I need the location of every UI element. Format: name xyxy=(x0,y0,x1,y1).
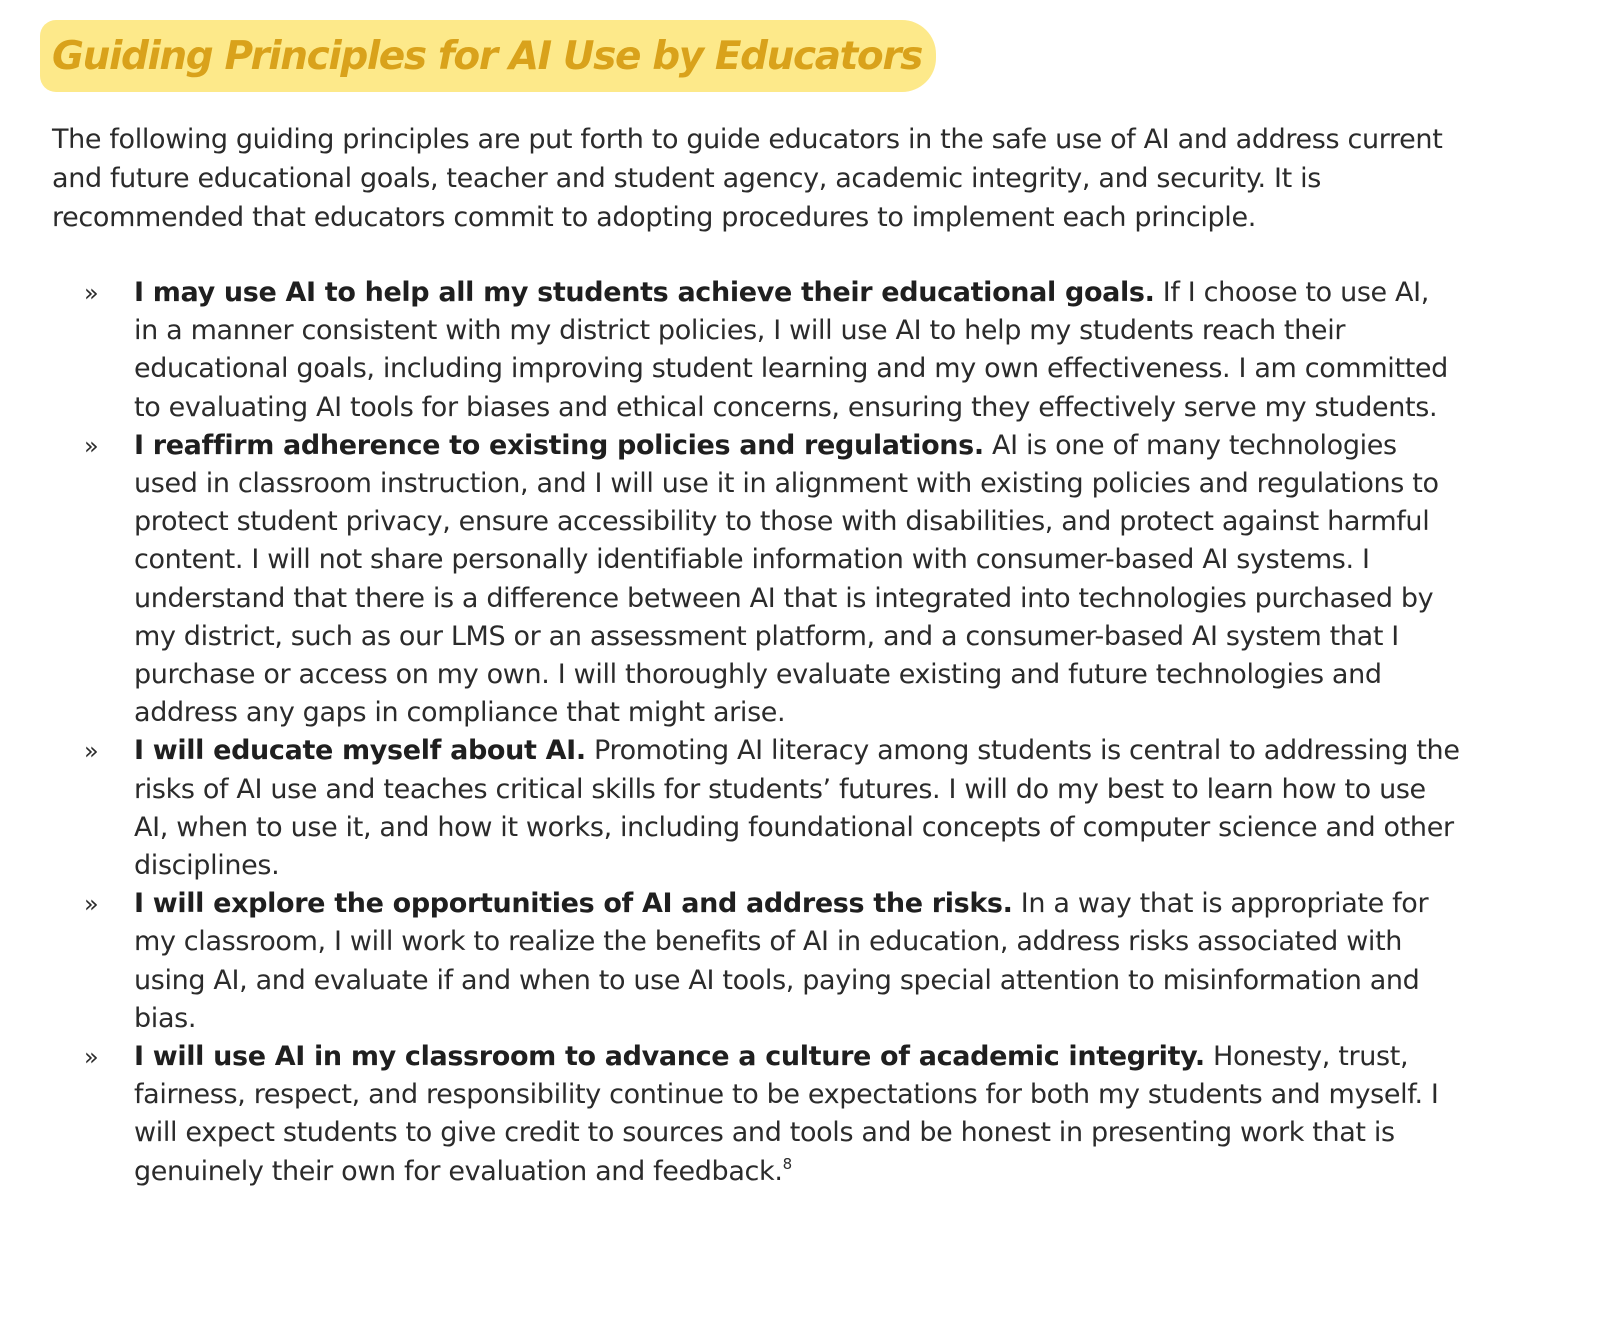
principle-text: Honesty, trust, fairness, respect, and responsibility continue to be expectations for both my students and myself. I will expect students to give credit to sources and tools and be honest in presenting work that is genuinely their own for evaluation and feedback. xyxy=(134,1041,1439,1187)
list-item-principle-1 xyxy=(0,274,1460,427)
title-highlight xyxy=(40,20,936,92)
bullet-icon: » xyxy=(84,431,99,460)
list-item-principle-4 xyxy=(0,885,1460,1038)
principle-text: If I choose to use AI, in a manner consistent with my district policies, I will use AI to help my students reach their educational goals, including improving student learning and my own effectiveness. I am committed to evaluating AI tools for biases and ethical concerns, ensuring they effectively serve my students. xyxy=(134,277,1448,423)
page-title: Guiding Principles for AI Use by Educators xyxy=(52,33,922,79)
bullet-icon: » xyxy=(84,1043,99,1072)
principle-text: AI is one of many technologies used in classroom instruction, and I will use it in alignment with existing policies and regulations to protect student privacy, ensure accessibility to those with disabilities, and protect against harmful content. I will not share personally identifiable information with consumer-based AI systems. I understand that there is a difference between AI that is integrated into technologies purchased by my district, such as our LMS or an assessment platform, and a consumer-based AI system that I purchase or access on my own. I will thoroughly evaluate existing and future technologies and address any gaps in compliance that might arise. xyxy=(134,429,1439,729)
footnote-marker[interactable]: 8 xyxy=(782,1154,792,1173)
principle-lead: I will use AI in my classroom to advance a culture of academic integrity. xyxy=(134,1041,1205,1073)
bullet-icon: » xyxy=(84,279,99,307)
list-item-principle-3 xyxy=(0,732,1460,885)
list-item-principle-5 xyxy=(0,1038,1460,1191)
bullet-icon: » xyxy=(84,737,99,766)
bullet-icon: » xyxy=(84,890,99,919)
principle-lead: I may use AI to help all my students achieve their educational goals. xyxy=(134,277,1155,308)
principle-lead: I will explore the opportunities of AI and address the risks. xyxy=(134,888,1013,920)
principle-lead: I reaffirm adherence to existing policies and regulations. xyxy=(134,429,984,461)
principle-text: In a way that is appropriate for my classroom, I will work to realize the benefits of AI in education, address risks associated with using AI, and evaluate if and when to use AI tools, paying special attention to misinformation and bias. xyxy=(134,888,1429,1034)
principles-list xyxy=(0,274,1604,1191)
principle-lead: I will educate myself about AI. xyxy=(134,735,586,767)
intro-paragraph: The following guiding principles are put forth to guide educators in the safe use of AI and address current and future educational goals, teacher and student agency, academic integrity, and security. It is recommended that educators commit to adopting procedures to implement each principle. xyxy=(52,124,1443,233)
principle-text: Promoting AI literacy among students is central to addressing the risks of AI use and teaches critical skills for students’ futures. I will do my best to learn how to use AI, when to use it, and how it works, including foundational concepts of computer science and other disciplines. xyxy=(134,735,1460,882)
list-item-principle-2 xyxy=(0,427,1460,733)
